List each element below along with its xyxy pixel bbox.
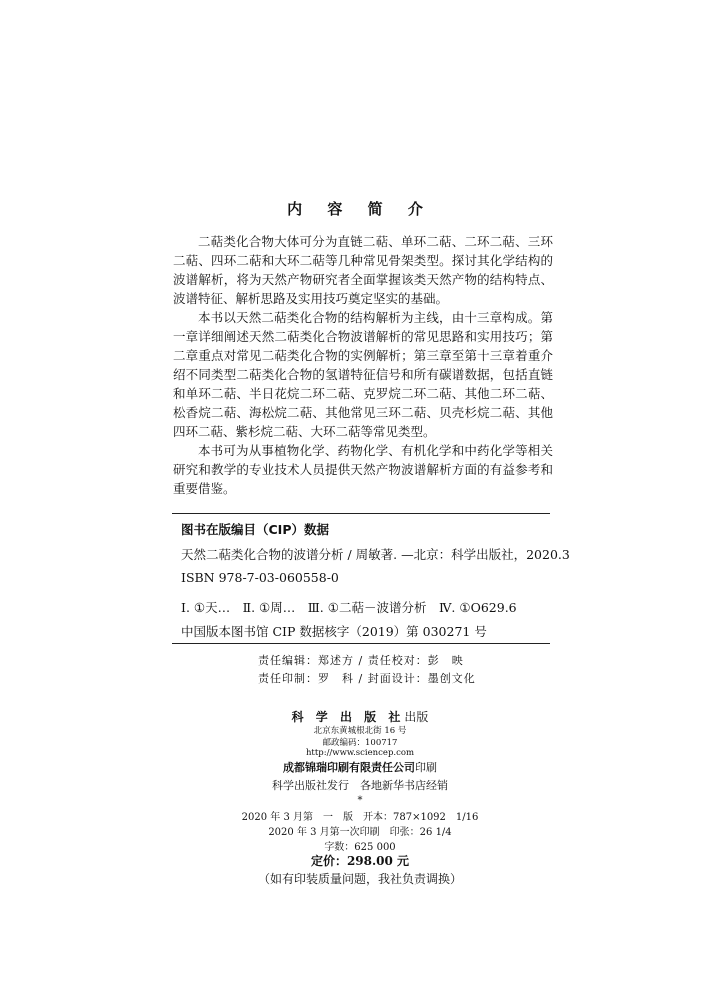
publisher-suffix: 出版	[404, 710, 429, 724]
credits-production: 责任印制：罗 科 / 封面设计：墨创文化	[258, 672, 476, 685]
cip-subjects: Ⅰ. ①天… Ⅱ. ①周… Ⅲ. ①二萜－波谱分析 Ⅳ. ①O629.6	[181, 600, 517, 615]
credits-editors: 责任编辑：郑述方 / 责任校对：彭 映	[258, 654, 464, 667]
publisher-line	[0, 706, 720, 725]
cip-library-number: 中国版本图书馆 CIP 数据核字（2019）第 030271 号	[181, 624, 487, 639]
distribution-line: 科学出版社发行 各地新华书店经销	[272, 779, 448, 792]
quality-notice: （如有印装质量问题，我社负责调换）	[257, 872, 462, 886]
publisher-postcode: 邮政编码：100717	[322, 738, 398, 748]
cip-heading: 图书在版编目（CIP）数据	[181, 522, 329, 537]
printing-line: 2020 年 3 月第一次印刷 印张：26 1/4	[268, 827, 452, 838]
printer-name: 成都锦瑞印刷有限责任公司	[283, 761, 415, 774]
edition-line: 2020 年 3 月第 一 版 开本：787×1092 1/16	[241, 812, 479, 823]
page-title: 内 容 简 介	[287, 200, 433, 218]
wordcount-line: 字数：625 000	[324, 842, 396, 853]
separator-star: *	[357, 795, 363, 806]
cip-bottom-rule	[172, 643, 550, 644]
summary-body	[173, 232, 553, 498]
price-line: 定价：298.00 元	[310, 854, 410, 868]
summary-paragraph-2: 本书以天然二萜类化合物的结构解析为主线，由十三章构成。第一章详细阐述天然二萜类化合物波谱解析的常见思路和实用技巧；第二章重点对常见二萜类化合物的实例解析；第三章至第十三章着重介绍不同类型二萜类化合物的氢谱特征信号和所有碳谱数据，包括直链和单环二萜、半日花烷二环二萜、克罗烷二环二萜、其他二环二萜、松香烷二萜、海松烷二萜、其他常见三环二萜、贝壳杉烷二萜、其他四环二萜、紫杉烷二萜、大环二萜等常见类型。	[173, 310, 553, 439]
printer-line	[0, 759, 720, 775]
publisher-name: 科 学 出 版 社	[291, 710, 405, 724]
summary-paragraph-1: 二萜类化合物大体可分为直链二萜、单环二萜、二环二萜、三环二萜、四环二萜和大环二萜等几种常见骨架类型。探讨其化学结构的波谱解析，将为天然产物研究者全面掌握该类天然产物的结构特点、波谱特征、解析思路及实用技巧奠定坚实的基础。	[173, 234, 553, 306]
cip-top-rule	[172, 513, 550, 514]
cip-isbn: ISBN 978-7-03-060558-0	[181, 570, 339, 585]
printer-suffix: 印刷	[415, 761, 437, 774]
summary-paragraph-3: 本书可为从事植物化学、药物化学、有机化学和中药化学等相关研究和教学的专业技术人员提供天然产物波谱解析方面的有益参考和重要借鉴。	[173, 443, 553, 496]
publisher-address: 北京东黄城根北街 16 号	[313, 726, 407, 736]
cip-entry: 天然二萜类化合物的波谱分析 / 周敏著. —北京：科学出版社，2020.3	[181, 547, 570, 562]
publisher-url: http://www.sciencep.com	[305, 748, 415, 758]
